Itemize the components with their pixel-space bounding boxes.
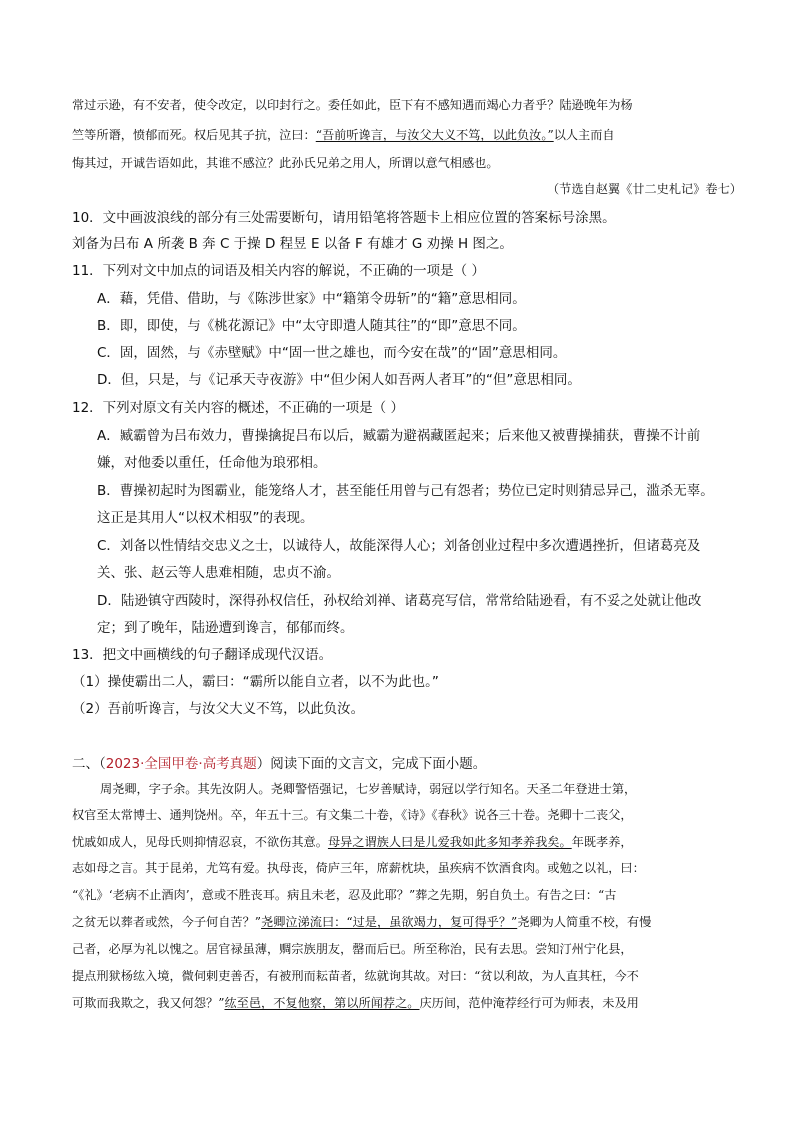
question-13-stem: 13．把文中画横线的句子翻译成现代汉语。 (72, 647, 333, 663)
question-12-option-c: C．刘备以性情结交忠义之士，以诚待人，故能深得人心；刘备创业过程中多次遭遇挫折，但诸葛亮及 (97, 538, 701, 554)
question-10-text: 刘备为吕布 A 所袭 B 奔 C 于操 D 程昱 E 以备 F 有雄才 G 劝操 H 图之。 (72, 236, 513, 252)
passage-text: 尧卿为人简重不校，有慢 (517, 915, 652, 929)
question-12-option-a: A．臧霸曾为吕布效力，曹操擒捉吕布以后，臧霸为避祸藏匿起来；后来他又被曹操捕获，曹操不计前 (97, 428, 701, 444)
translation-underlined-sentence: “吾前听谗言，与汝父大义不笃，以此负汝。” (315, 128, 554, 142)
passage-line: 悔其过，开诚告语如此，其谁不感泣？此孙氏兄弟之用人，所谓以意气相感也。 (72, 156, 499, 170)
passage-two-line: 权官至太常博士、通判饶州。卒，年五十三。有文集二十卷，《诗》《春秋》说各三十卷。尧卿十二丧父， (72, 808, 633, 822)
passage-two-line (72, 994, 639, 1011)
section-two-suffix: ）阅读下面的文言文，完成下面小题。 (256, 756, 487, 772)
passage-two-line (72, 833, 633, 850)
question-13-item-2: （2）吾前听谗言，与汝父大义不笃，以此负汝。 (72, 701, 365, 717)
passage-text: 可欺而我欺之，我又何怨？” (72, 996, 225, 1010)
translation-underlined-sentence: 母异之谓族人曰是儿爱我如此多知孝养我矣。 (327, 835, 572, 849)
question-12-option-c-cont: 关、张、赵云等人患难相随，忠贞不渝。 (97, 565, 340, 581)
passage-two-line: 己者，必厚为礼以愧之。居官禄虽薄，赒宗族朋友，罄而后已。所至称治，民有去思。尝知汀州宁化县， (72, 942, 633, 956)
passage-two-line: 志如母之言。其于昆弟，尤笃有爱。执母丧，倚庐三年，席薪枕块，虽疾病不饮酒食肉。或勉之以礼，曰： (72, 861, 645, 875)
question-12-stem: 12．下列对原文有关内容的概述，不正确的一项是（ ） (72, 400, 404, 416)
passage-two-line: “《礼》‘老病不止酒肉’，意或不胜丧耳。病且未老，忍及此耶？”葬之先期，躬自负土。有告之曰：“古 (72, 888, 617, 902)
exam-source-tag: 2023·全国甲卷·高考真题 (105, 756, 257, 772)
passage-two-line (72, 913, 651, 930)
passage-text: 庆历间，范仲淹荐经行可为师表，未及用 (419, 996, 639, 1010)
question-13-item-1: （1）操使霸出二人，霸曰：“霸所以能自立者，以不为此也。” (72, 674, 439, 690)
passage-source: （节选自赵翼《廿二史札记》卷七） (547, 182, 742, 196)
section-two-prefix: 二、（ (72, 756, 106, 772)
passage-text: 忧戚如成人，见母氏则抑情忍哀，不欲伤其意。 (72, 835, 328, 849)
section-two-header (72, 752, 486, 772)
passage-text: 以人主而自 (553, 128, 615, 142)
passage-line: 常过示逊，有不安者，使令改定，以印封行之。委任如此，臣下有不感知遇而竭心力者乎？陆逊晚年为杨 (72, 98, 633, 112)
passage-text: 之贫无以葬者或然，今子何自苦？” (72, 915, 262, 929)
question-12-option-b-cont: 这正是其用人“以权术相驭”的表现。 (97, 510, 314, 526)
passage-line (72, 126, 615, 143)
passage-text: 年既孝养， (571, 835, 633, 849)
question-12-option-d: D．陆逊镇守西陵时，深得孙权信任，孙权给刘禅、诸葛亮写信，常常给陆逊看，有不妥之处就让他改 (97, 593, 702, 609)
question-11-option-a: A．藉，凭借、借助，与《陈涉世家》中“籍第令毋斩”的“籍”意思相同。 (97, 291, 526, 307)
question-12-option-a-cont: 嫌，对他委以重任，任命他为琅邪相。 (97, 455, 327, 471)
passage-text: 竺等所谮，愤郁而死。权后见其子抗，泣曰： (72, 128, 316, 142)
question-12-option-b: B．曹操初起时为图霸业，能笼络人才，甚至能任用曾与己有怨者；势位已定时则猜忌异己，滥杀无辜。 (97, 483, 714, 499)
question-11-option-d: D．但，只是，与《记承天寺夜游》中“但少闲人如吾两人者耳”的“但”意思相同。 (97, 372, 581, 388)
translation-underlined-sentence: 尧卿泣涕流曰：“过是，虽欲竭力，复可得乎？” (261, 915, 518, 929)
passage-two-line: 周尧卿，字子余。其先汝阴人。尧卿警悟强记，七岁善赋诗，弱冠以学行知名。天圣二年登进士第， (100, 782, 637, 796)
question-12-option-d-cont: 定；到了晚年，陆逊遭到谗言，郁郁而终。 (97, 620, 354, 636)
question-11-stem: 11．下列对文中加点的词语及相关内容的解说，不正确的一项是（ ） (72, 263, 485, 279)
question-11-option-c: C．固，固然，与《赤壁赋》中“固一世之雄也，而今安在哉”的“固”意思相同。 (97, 345, 567, 361)
question-11-option-b: B．即，即使，与《桃花源记》中“太守即遣人随其往”的“即”意思不同。 (97, 318, 526, 334)
translation-underlined-sentence: 纮至邑，不复他察，第以所闻荐之。 (224, 996, 420, 1010)
passage-two-line: 提点刑狱杨纮入境，微伺剌吏善否，有被刑而耘苗者，纮就询其故。对曰：“贫以利故，为人直其枉，今不 (72, 969, 639, 983)
question-10-stem: 10．文中画波浪线的部分有三处需要断句，请用铅笔将答题卡上相应位置的答案标号涂黑。 (72, 210, 616, 226)
